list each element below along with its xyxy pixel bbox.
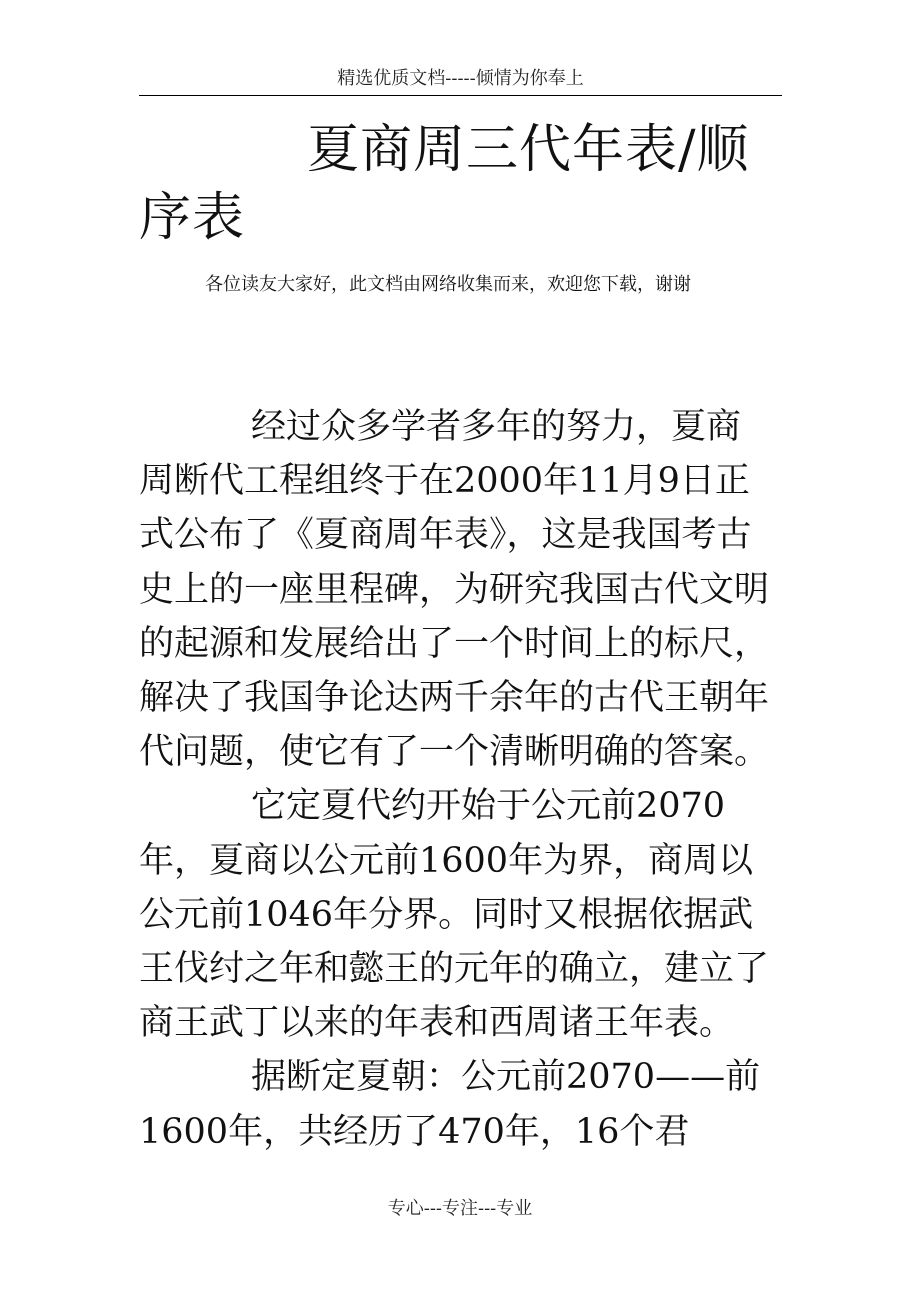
body-paragraph: 经过众多学者多年的努力，夏商周断代工程组终于在2000年11月9日正式公布了《夏商周年表》，这是我国考古史上的一座里程碑，为研究我国古代文明的起源和发展给出了一个时间上的标尺，解决了我国争论达两千余年的古代王朝年代问题，使它有了一个清晰明确的答案。 [139,407,770,773]
header-text: 精选优质文档-----倾情为你奉上 [337,68,584,89]
footer-text: 专心---专注---专业 [387,1198,533,1219]
document-title: 夏商周三代年表/顺序表 [139,120,750,248]
body-paragraph: 它定夏代约开始于公元前2070年，夏商以公元前1600年为界，商周以公元前1046年分界。同时又根据依据武王伐纣之年和懿王的元年的确立，建立了商王武丁以来的年表和西周诸王年表。 [139,786,770,1044]
page-footer [0,1196,920,1222]
intro-note: 各位读友大家好，此文档由网络收集而来，欢迎您下载，谢谢 [205,274,691,295]
body-paragraph: 据断定夏朝：公元前2070——前1600年，共经历了470年，16个君 [139,1057,761,1152]
page-header [139,66,782,96]
document-body [139,400,775,1178]
